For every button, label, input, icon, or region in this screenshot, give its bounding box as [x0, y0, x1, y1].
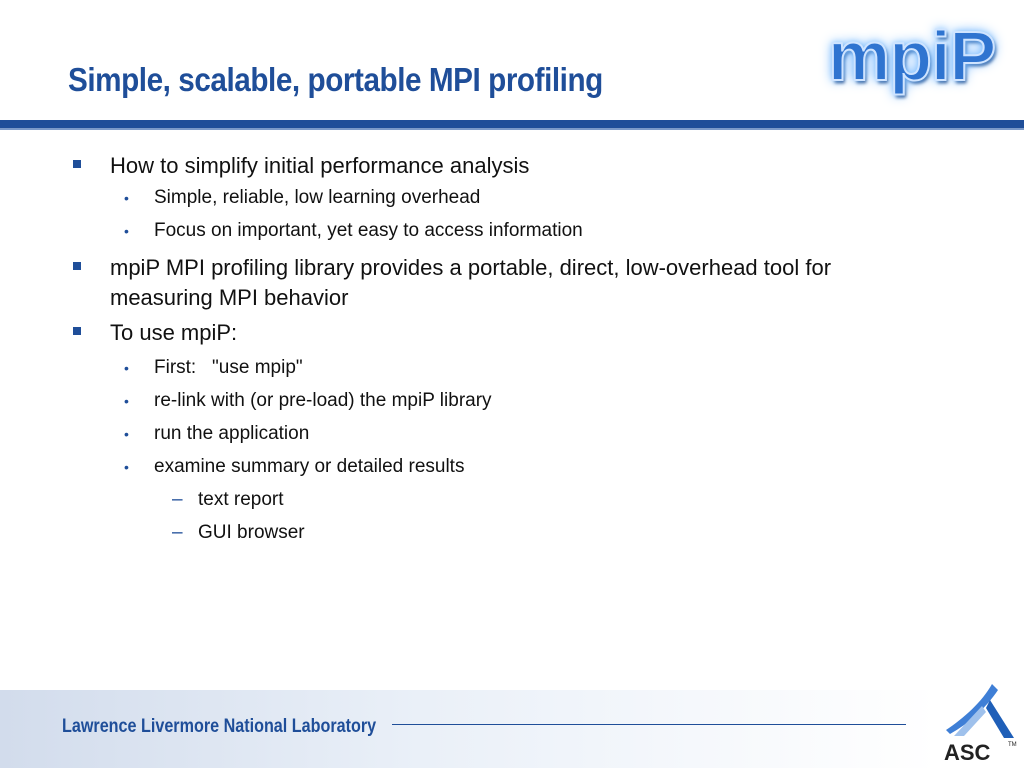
dot-bullet-icon: •	[124, 223, 129, 239]
square-bullet-icon	[73, 160, 81, 168]
asc-trademark: TM	[1008, 742, 1017, 748]
footer-org-name: Lawrence Livermore National Laboratory	[62, 716, 377, 737]
bullet-3-text: To use mpiP:	[110, 320, 238, 345]
dot-bullet-icon: •	[124, 360, 129, 376]
square-bullet-icon	[73, 327, 81, 335]
bullet-3	[110, 317, 237, 349]
bullet-2	[110, 252, 831, 284]
asc-logo-text: ASC	[944, 740, 991, 764]
asc-logo	[942, 684, 1018, 764]
bullet-3-sub-4-text: examine summary or detailed results	[154, 456, 465, 477]
bullet-1-sub-1-text: Simple, reliable, low learning overhead	[154, 187, 481, 208]
dash-bullet-icon: –	[172, 489, 183, 510]
bullet-2-line-2: measuring MPI behavior	[110, 285, 349, 310]
bullet-3-sub-4-sub-2	[172, 519, 305, 547]
dot-bullet-icon: •	[124, 426, 129, 442]
bullet-3-sub-4-sub-1-text: text report	[198, 489, 284, 510]
footer	[0, 690, 938, 768]
bullet-3-sub-3	[124, 420, 310, 448]
bullet-1-sub-2	[124, 217, 583, 245]
mpip-logo	[828, 16, 1014, 112]
bullet-3-sub-4-sub-2-text: GUI browser	[198, 522, 305, 543]
bullet-3-sub-1-text: First: "use mpip"	[154, 357, 303, 378]
bullet-3-sub-2	[124, 387, 492, 415]
bullet-1	[110, 150, 529, 182]
bullet-2-continued	[110, 282, 348, 314]
square-bullet-icon	[73, 262, 81, 270]
dot-bullet-icon: •	[124, 393, 129, 409]
bullet-3-sub-4	[124, 453, 465, 481]
bullet-2-line-1: mpiP MPI profiling library provides a portable, direct, low-overhead tool for	[110, 255, 832, 280]
bullet-3-sub-3-text: run the application	[154, 423, 310, 444]
dash-bullet-icon: –	[172, 522, 183, 543]
bullet-1-text: How to simplify initial performance analysis	[110, 153, 530, 178]
bullet-3-sub-1	[124, 354, 303, 382]
bullet-3-sub-2-text: re-link with (or pre-load) the mpiP library	[154, 390, 492, 411]
footer-rule	[392, 724, 906, 725]
slide-title: Simple, scalable, portable MPI profiling	[68, 61, 603, 98]
title-rule-thin	[0, 128, 1024, 130]
bullet-1-sub-1	[124, 184, 481, 212]
mpip-logo-text: mpiP	[828, 17, 996, 95]
bullet-1-sub-2-text: Focus on important, yet easy to access information	[154, 220, 583, 241]
bullet-3-sub-4-sub-1	[172, 486, 284, 514]
dot-bullet-icon: •	[124, 190, 129, 206]
dot-bullet-icon: •	[124, 459, 129, 475]
title-rule	[0, 120, 1024, 128]
